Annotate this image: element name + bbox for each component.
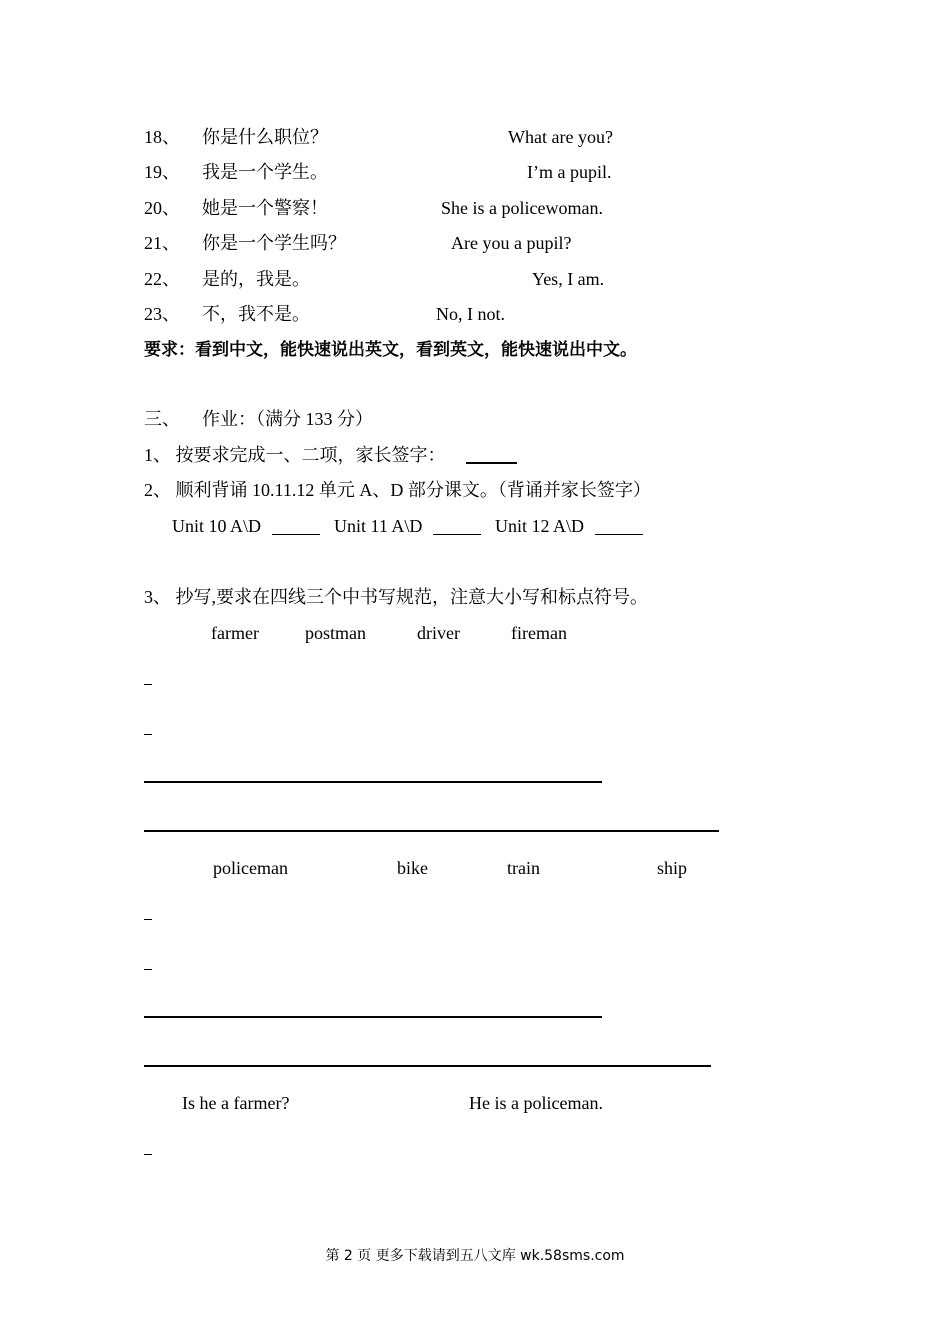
unit-label: Unit 12 A\D [495, 516, 585, 536]
phrase-number: 21、 [144, 233, 180, 253]
copy-word: postman [305, 623, 366, 643]
writing-line [144, 1154, 152, 1155]
phrase-number: 18、 [144, 127, 180, 147]
phrase-number: 20、 [144, 198, 180, 218]
writing-line [144, 1065, 711, 1067]
phrase-number: 19、 [144, 162, 180, 182]
homework-item-3: 3、 抄写,要求在四线三个中书写规范，注意大小写和标点符号。 [144, 587, 648, 607]
phrase-english: Yes, I am. [532, 269, 605, 289]
copy-word: farmer [211, 623, 259, 643]
writing-line [144, 781, 602, 783]
writing-line [144, 969, 152, 970]
signature-blank [272, 534, 320, 535]
page-footer: 第 2 页 更多下载请到五八文库 wk.58sms.com [325, 1248, 625, 1264]
copy-word: fireman [511, 623, 567, 643]
phrase-english: What are you? [508, 127, 613, 147]
homework-item-1: 1、 按要求完成一、二项，家长签字： [144, 445, 446, 465]
phrase-number: 22、 [144, 269, 180, 289]
copy-sentence: Is he a farmer? [182, 1093, 290, 1113]
phrase-chinese: 你是什么职位？ [202, 127, 328, 147]
phrase-chinese: 你是一个学生吗？ [202, 233, 346, 253]
signature-blank [595, 534, 643, 535]
phrase-chinese: 她是一个警察！ [202, 198, 328, 218]
writing-line [144, 734, 152, 735]
writing-line [144, 919, 152, 920]
copy-sentence: He is a policeman. [469, 1093, 603, 1113]
copy-word: bike [397, 858, 428, 878]
phrase-english: She is a policewoman. [441, 198, 603, 218]
writing-line [144, 684, 152, 685]
unit-label: Unit 10 A\D [172, 516, 262, 536]
unit-label: Unit 11 A\D [334, 516, 423, 536]
copy-word: driver [417, 623, 460, 643]
requirement-text: 要求：看到中文，能快速说出英文，看到英文，能快速说出中文。 [144, 340, 637, 360]
phrase-chinese: 是的，我是。 [202, 269, 310, 289]
phrase-chinese: 不，我不是。 [202, 304, 310, 324]
phrase-english: No, I not. [436, 304, 505, 324]
homework-item-2: 2、 顺利背诵 10.11.12 单元 A、D 部分课文。（背诵并家长签字） [144, 480, 651, 500]
copy-word: policeman [213, 858, 288, 878]
writing-line [144, 830, 719, 832]
writing-line [144, 1016, 602, 1018]
copy-word: ship [657, 858, 688, 878]
phrase-chinese: 我是一个学生。 [202, 162, 328, 182]
signature-blank [466, 462, 517, 464]
phrase-english: Are you a pupil? [451, 233, 572, 253]
phrase-number: 23、 [144, 304, 180, 324]
signature-blank [433, 534, 481, 535]
copy-word: train [507, 858, 540, 878]
section-number: 三、 [144, 409, 180, 429]
phrase-english: I’m a pupil. [527, 162, 612, 182]
section-heading: 作业：（满分 133 分） [202, 409, 373, 429]
